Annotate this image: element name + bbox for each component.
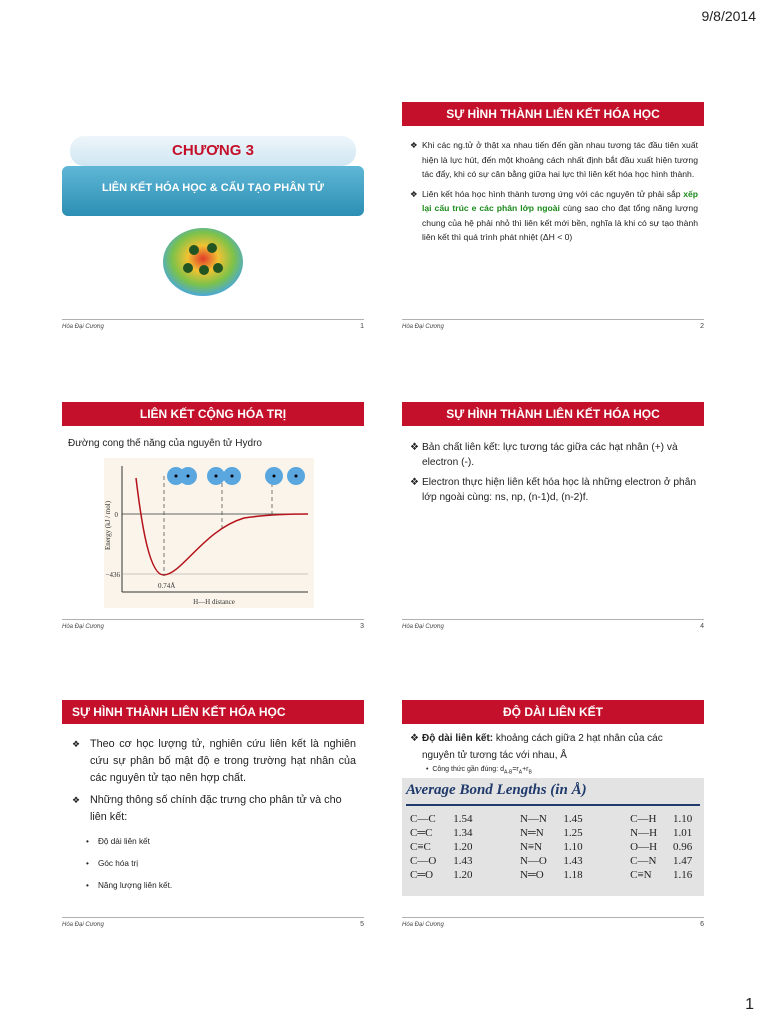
- table-cell: 1.18: [563, 869, 583, 881]
- subtitle-box: [62, 166, 364, 216]
- slide-title: LIÊN KẾT CỘNG HÓA TRỊ: [62, 402, 364, 426]
- table-cell: C═O: [410, 869, 434, 881]
- slide-footer-label: Hóa Đại Cương: [62, 624, 104, 630]
- diamond-bullet-icon: ❖: [410, 733, 419, 744]
- table-cell: O—H: [630, 841, 658, 853]
- slide-number: 4: [700, 623, 704, 630]
- table-cell: 1.25: [563, 827, 583, 839]
- table-row: [406, 840, 704, 854]
- x-axis-label: H—H distance: [193, 598, 235, 606]
- bond-length-table: [406, 812, 704, 882]
- slide-number: 5: [360, 921, 364, 928]
- table-divider: [406, 804, 700, 806]
- slide-6: [402, 700, 704, 928]
- bullet-paragraph: ❖ Độ dài liên kết: khoảng cách giữa 2 hạt nhân của các nguyên tử tương tác với nhau, Å: [410, 730, 698, 764]
- bullet-paragraph: ❖ Liên kết hóa học hình thành tương ứng với các nguyên tử phải sắp xếp lại cấu trúc e các phân lớp ngoài cùng sao cho đạt tổng năng lượng chung của hệ phải nhỏ thì liên kết mới bền, nghĩa là khi có sự tạo thành liên kết thì quá trình phát nhiệt (ΔH < 0): [410, 188, 698, 242]
- graph-caption: Đường cong thế năng của nguyên tử Hydro: [68, 438, 262, 449]
- table-row: [406, 812, 704, 826]
- slide-4: [402, 402, 704, 630]
- chapter-box: [70, 136, 356, 166]
- bond-length-table-panel: [402, 778, 704, 896]
- table-cell: C═C: [410, 827, 433, 839]
- table-cell: C—H: [630, 813, 657, 825]
- table-cell: C≡C: [410, 841, 431, 853]
- slide-5: [62, 700, 364, 928]
- slide-body: [410, 138, 698, 250]
- table-cell: N═O: [519, 869, 544, 881]
- table-cell: 1.01: [672, 827, 693, 839]
- table-cell: C—C: [410, 813, 436, 825]
- table-cell: 1.20: [453, 869, 473, 881]
- bullet-paragraph: ❖ Theo cơ học lượng tử, nghiên cứu liên kết là nghiên cứu sự phân bố mật độ e trong trường hạt nhân của các nguyên tử tạo nên hợp chất.: [72, 738, 356, 784]
- list-item: • Độ dài liên kết: [86, 837, 150, 846]
- table-cell: 1.45: [563, 813, 583, 825]
- slide-2: [402, 102, 704, 330]
- bullet-paragraph: ❖ Bản chất liên kết: lực tương tác giữa các hạt nhân (+) và electron (-).: [410, 442, 678, 468]
- slide-number: 1: [360, 323, 364, 330]
- page-number: 1: [745, 996, 754, 1013]
- list-item: • Góc hóa trị: [86, 859, 139, 868]
- table-cell: 0.96: [672, 841, 693, 853]
- slide-number: 6: [700, 921, 704, 928]
- slide-body: [410, 730, 698, 778]
- table-row: [406, 854, 704, 868]
- diamond-bullet-icon: ❖: [410, 188, 418, 199]
- table-cell: N≡N: [519, 841, 543, 853]
- slide-3: [62, 402, 364, 630]
- slide-footer-label: Hóa Đại Cương: [402, 324, 444, 330]
- potential-energy-graph: [104, 458, 314, 608]
- formula-line: • Công thức gần đúng: $d_{A-B}=r_A+r_B$: [426, 766, 532, 776]
- chapter-title: CHƯƠNG 3: [172, 142, 254, 159]
- table-cell: N═N: [519, 827, 544, 839]
- table-cell: 1.10: [563, 841, 583, 853]
- diamond-bullet-icon: ❖: [410, 477, 420, 488]
- molecule-image: [160, 218, 246, 304]
- table-row: [406, 868, 704, 882]
- list-item: • Năng lượng liên kết.: [86, 881, 173, 890]
- bullet-paragraph: ❖ Electron thực hiện liên kết hóa học là những electron ở phân lớp ngoài cùng: ns, np, (n-1)d, (n-2)f.: [410, 477, 697, 503]
- min-distance-label: 0.74Å: [158, 582, 176, 590]
- table-cell: 1.43: [563, 855, 583, 867]
- table-cell: 1.43: [453, 855, 473, 867]
- table-cell: 1.54: [453, 813, 473, 825]
- table-title: Average Bond Lengths (in Å): [406, 782, 587, 798]
- slide-number: 3: [360, 623, 364, 630]
- table-cell: 1.10: [672, 813, 693, 825]
- slide-title: SỰ HÌNH THÀNH LIÊN KẾT HÓA HỌC: [402, 402, 704, 426]
- diamond-bullet-icon: ❖: [72, 739, 81, 749]
- table-cell: C≡N: [630, 869, 652, 881]
- slide-title: SỰ HÌNH THÀNH LIÊN KẾT HÓA HỌC: [402, 102, 704, 126]
- table-cell: 1.20: [453, 841, 473, 853]
- slide-footer-label: Hóa Đại Cương: [402, 922, 444, 928]
- slide-title: SỰ HÌNH THÀNH LIÊN KẾT HÓA HỌC: [62, 700, 364, 724]
- bullet-paragraph: ❖ Khi các ng.tử ở thật xa nhau tiến đến gần nhau tương tác đầu tiên xuất hiện là lực hút, đến một khoảng cách nhất định bắt đầu xuất hiện tương tác đẩy, khi có sự cân bằng giữa hai lực thì liên kết hóa học hình thành.: [410, 140, 698, 179]
- table-cell: N—O: [519, 855, 547, 867]
- diamond-bullet-icon: ❖: [410, 442, 420, 453]
- slide-footer-label: Hóa Đại Cương: [62, 324, 104, 330]
- y-tick-zero: 0: [114, 511, 118, 519]
- slide-footer-label: Hóa Đại Cương: [402, 624, 444, 630]
- chapter-subtitle: LIÊN KẾT HÓA HỌC & CẤU TẠO PHÂN TỬ: [102, 182, 324, 194]
- slide-1: [62, 102, 364, 330]
- slide-body: [72, 736, 356, 897]
- y-axis-label: Energy (kJ / mol): [104, 500, 112, 550]
- slide-body: [410, 440, 698, 510]
- y-tick-min: −436: [105, 571, 120, 579]
- slide-footer-label: Hóa Đại Cương: [62, 922, 104, 928]
- diamond-bullet-icon: ❖: [410, 140, 418, 150]
- bullet-paragraph: ❖ Những thông số chính đặc trưng cho phân tử và cho liên kết:: [72, 794, 342, 823]
- table-cell: C—O: [410, 855, 437, 867]
- table-cell: 1.16: [672, 869, 693, 881]
- table-row: [406, 826, 704, 840]
- print-date: 9/8/2014: [701, 8, 756, 24]
- table-cell: 1.34: [453, 827, 473, 839]
- table-cell: N—N: [519, 813, 547, 825]
- slide-title: ĐỘ DÀI LIÊN KẾT: [402, 700, 704, 724]
- table-cell: N—H: [630, 827, 658, 839]
- diamond-bullet-icon: ❖: [72, 795, 81, 805]
- table-cell: 1.47: [672, 855, 693, 867]
- slide-number: 2: [700, 323, 704, 330]
- table-cell: C—N: [630, 855, 657, 867]
